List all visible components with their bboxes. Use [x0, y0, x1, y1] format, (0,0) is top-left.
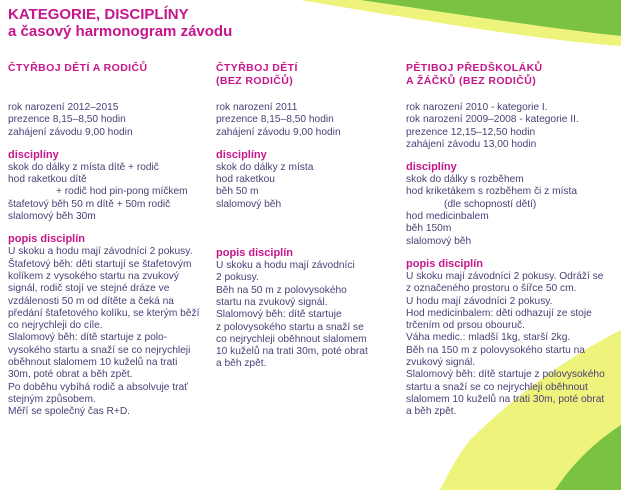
discipline-item: běh 150m	[406, 223, 452, 235]
heading-line: (BEZ RODIČŮ)	[216, 75, 294, 87]
popis-line: vzdálenosti 50 m od dítěte a čeká na	[8, 295, 174, 307]
popis-line: co nejrychleji do cíle.	[8, 320, 103, 332]
disciplines-list	[8, 162, 208, 223]
column-heading	[216, 62, 396, 100]
popis-line: slalomem 10 kuželů na trati 30m, poté obrat	[406, 393, 605, 405]
popis-line: zvukový signál.	[406, 357, 476, 369]
discipline-item: (dle schopností dětí)	[444, 198, 537, 210]
popis-line: Běh na 50 m z polovysokého	[216, 284, 347, 296]
popis-line: Slalomový běh: dítě startuje z polovysokého	[406, 369, 605, 381]
info-line: rok narození 2009–2008 - kategorie II.	[406, 114, 579, 126]
popis-title: popis disciplín	[406, 257, 484, 270]
info-line: zahájení závodu 9,00 hodin	[8, 126, 133, 138]
popis-line: Po doběhu vybíhá rodič a absolvuje trať	[8, 381, 188, 393]
popis-line: z polovysokého startu a snaží se	[216, 321, 364, 333]
popis-line: a běh zpět.	[406, 406, 457, 418]
popis-line: startu a snaží se co nejrychleji oběhnout	[406, 381, 588, 393]
info-line: zahájení závodu 13,00 hodin	[406, 138, 537, 150]
disciplines-title: disciplíny	[406, 161, 457, 174]
popis-line: U skoku mají závodníci 2 pokusy. Odráží se	[406, 270, 604, 282]
popis-line: Hod medicinbalem: děti odhazují ze stoje	[406, 307, 592, 319]
heading-line: ČTYŘBOJ DĚTÍ	[216, 62, 298, 74]
popis-line: Měří se společný čas R+D.	[8, 406, 131, 418]
popis-line: Slalomový běh: dítě startuje	[216, 309, 342, 321]
discipline-item: + rodič hod pin-pong míčkem	[56, 186, 188, 198]
discipline-item: štafetový běh 50 m dítě + 50m rodič	[8, 198, 171, 210]
popis-line: předání štafetového kolíku, se kterým běží	[8, 307, 200, 319]
info-block	[406, 102, 616, 151]
popis-title: popis disciplín	[8, 233, 86, 246]
info-block	[216, 102, 396, 139]
heading-line: A ŽÁČKŮ (BEZ RODIČŮ)	[406, 75, 537, 87]
discipline-item: běh 50 m	[216, 186, 259, 198]
info-line: rok narození 2011	[216, 102, 298, 113]
discipline-item: hod kriketákem s rozběhem či z místa	[406, 186, 577, 198]
column-heading	[8, 62, 208, 100]
discipline-item: skok do dálky z místa	[216, 161, 314, 173]
popis-line: trčením od prsou obouruč.	[406, 320, 525, 332]
heading-line: ČTYŘBOJ DĚTÍ A RODIČŮ	[8, 62, 148, 74]
popis-line: Běh na 150 m z polovysokého startu na	[406, 344, 585, 356]
info-line: rok narození 2012–2015	[8, 102, 119, 113]
discipline-item: slalomový běh	[406, 235, 472, 247]
info-block	[8, 102, 208, 139]
popis-text	[8, 246, 208, 418]
popis-line: z označeného prostoru o šířce 50 cm.	[406, 283, 577, 295]
info-line: prezence 8,15–8,50 hodin	[8, 114, 126, 126]
discipline-item: skok do dálky z místa dítě + rodič	[8, 161, 159, 173]
popis-text	[406, 271, 616, 419]
discipline-item: hod raketkou	[216, 174, 275, 186]
discipline-item: skok do dálky s rozběhem	[406, 174, 524, 186]
popis-line: U skoku a hodu mají závodníci 2 pokusy.	[8, 246, 193, 258]
discipline-item: hod medicinbalem	[406, 211, 489, 223]
popis-line: oběhnout slalomem 10 kuželů na trati	[8, 357, 178, 369]
page-title	[8, 6, 232, 40]
popis-line: kolíkem z vysokého startu na zvukový	[8, 270, 179, 282]
info-line: prezence 8,15–8,50 hodin	[216, 114, 334, 126]
discipline-item: hod raketkou dítě	[8, 174, 87, 186]
title-line-1: KATEGORIE, DISCIPLÍNY	[8, 6, 189, 23]
column-ctyrboj-deti-a-rodicu	[8, 62, 208, 419]
popis-line: vysokého startu a snaží se co nejrychleji	[8, 344, 191, 356]
info-line: zahájení závodu 9,00 hodin	[216, 126, 341, 138]
column-ctyrboj-deti-bez-rodicu	[216, 62, 396, 371]
popis-line: 10 kuželů na trati 30m, poté obrat	[216, 346, 368, 358]
popis-line: Slalomový běh: dítě startuje z polo-	[8, 332, 168, 344]
disciplines-title: disciplíny	[216, 148, 267, 161]
popis-text	[216, 260, 396, 371]
popis-line: startu na zvukový signál.	[216, 296, 328, 308]
popis-line: 30m, poté obrat a běh zpět.	[8, 369, 133, 381]
discipline-item: slalomový běh 30m	[8, 211, 96, 223]
title-line-2: a časový harmonogram závodu	[8, 23, 233, 40]
popis-line: U skoku a hodu mají závodníci	[216, 260, 355, 272]
heading-line: PĚTIBOJ PŘEDŠKOLÁKŮ	[406, 62, 543, 74]
popis-line: U hodu mají závodníci 2 pokusy.	[406, 295, 553, 307]
discipline-item: slalomový běh	[216, 198, 282, 210]
column-petiboj-predskolaku	[406, 62, 616, 419]
popis-line: Váha medic.: mladší 1kg, starší 2kg.	[406, 332, 571, 344]
popis-title: popis disciplín	[216, 247, 294, 260]
info-line: rok narození 2010 - kategorie I.	[406, 102, 548, 113]
popis-line: a běh zpět.	[216, 358, 267, 370]
column-heading	[406, 62, 616, 100]
popis-line: 2 pokusy.	[216, 272, 259, 284]
popis-line: Štafetový běh: děti startují se štafetovým	[8, 258, 192, 270]
popis-line: stejným způsobem.	[8, 393, 96, 405]
disciplines-list	[406, 174, 616, 248]
info-line: prezence 12,15–12,50 hodin	[406, 126, 536, 138]
popis-line: signál, rodič stojí ve stejné dráze ve	[8, 283, 170, 295]
popis-line: co nejrychleji oběhnout slalomem	[216, 333, 367, 345]
disciplines-list	[216, 162, 396, 211]
disciplines-title: disciplíny	[8, 148, 59, 161]
